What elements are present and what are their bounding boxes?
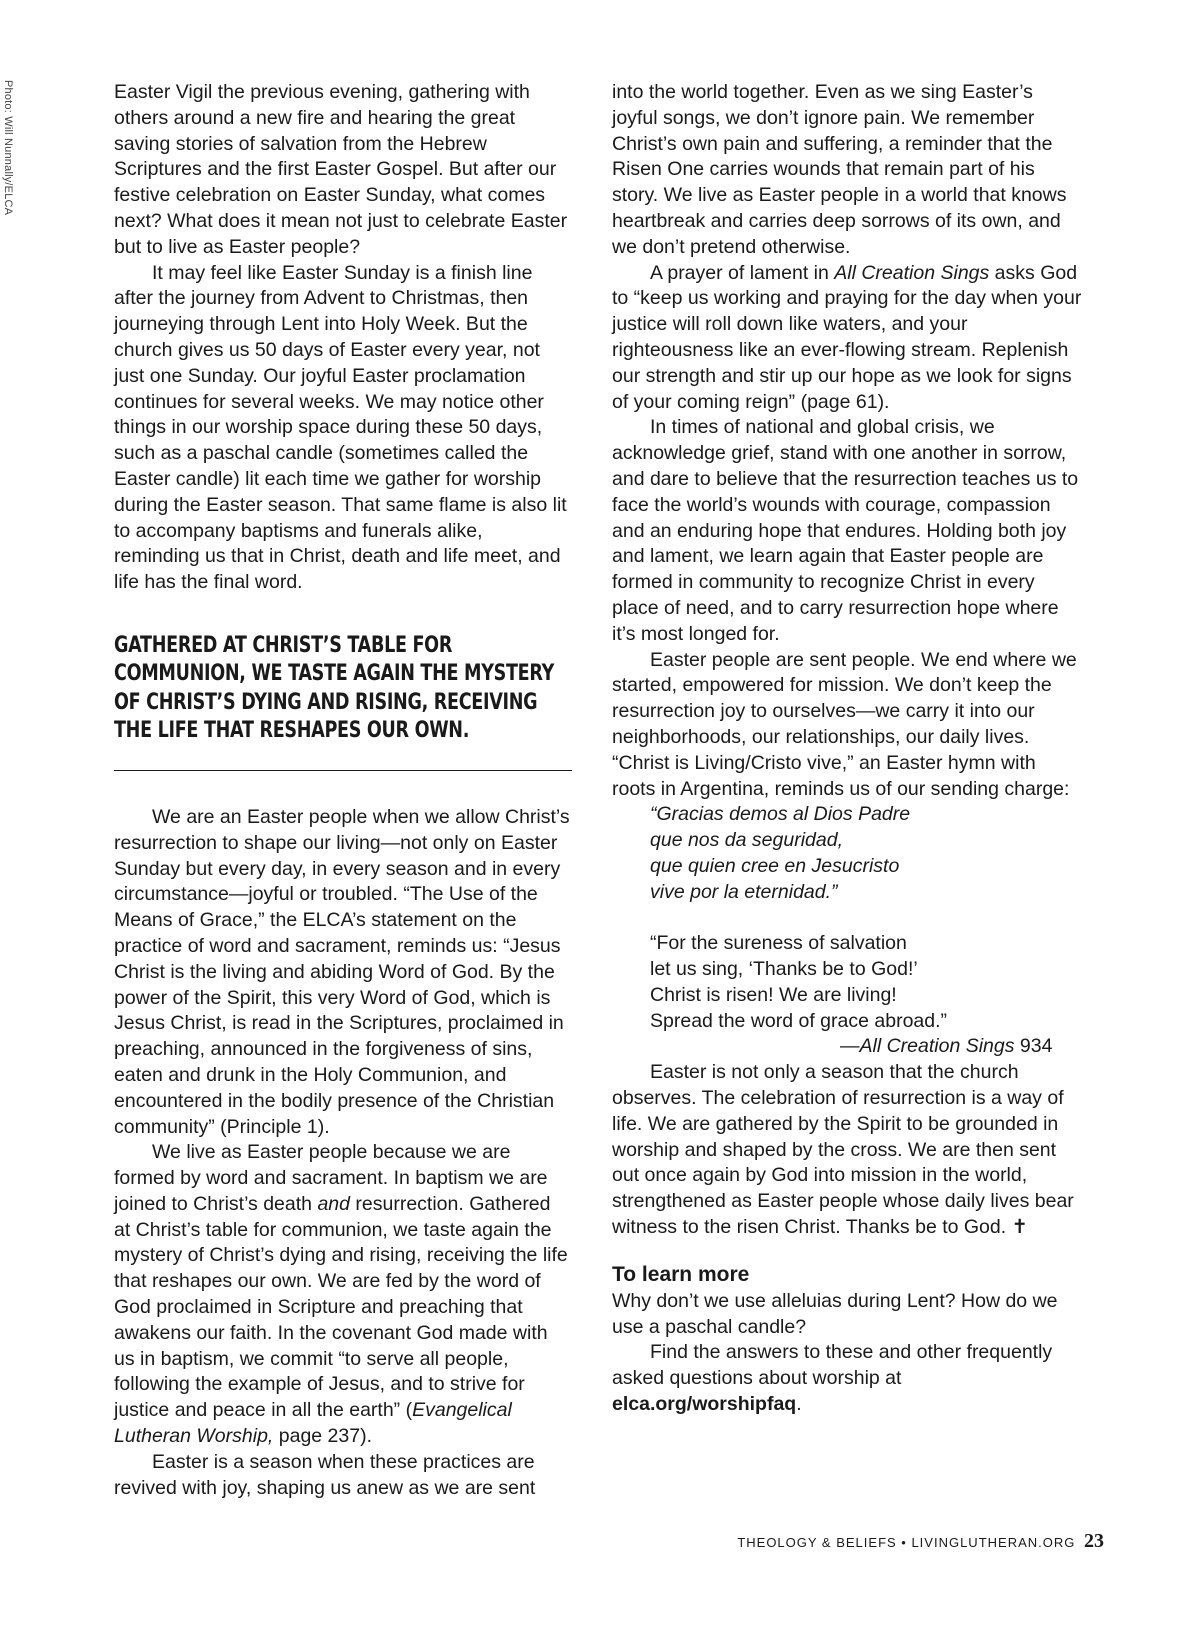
photo-credit: Photo: Will Nunnally/ELCA bbox=[2, 80, 14, 216]
hymn-line: que quien cree en Jesucristo bbox=[650, 854, 900, 877]
worship-faq-link[interactable]: elca.org/worshipfaq bbox=[612, 1393, 797, 1416]
paragraph: into the world together. Even as we sing Easter’s joyful songs, we don’t ignore pain. We remember Christ’s own pain and suffering, a reminder that the Risen One carries wounds that remain part of his story. We live as Easter people in a world that knows heartbreak and carries deep sorrows of its own, and we don’t pretend otherwise. bbox=[612, 81, 1067, 258]
paragraph: It may feel like Easter Sunday is a finish line after the journey from Advent to Christmas, then journeying through Lent into Holy Week. But the church gives us 50 days of Easter every year, not just one Sunday. Our joyful Easter proclamation continues for several weeks. We may notice other things in our worship space during these 50 days, such as a paschal candle (sometimes called the Easter candle) lit each time we gather for worship during the Easter season. That same flame is also lit to accompany baptisms and funerals alike, reminding us that in Christ, death and life meet, and life has the final word. bbox=[114, 261, 567, 594]
hymn-line: Christ is risen! We are living! bbox=[650, 983, 897, 1006]
paragraph: In times of national and global crisis, we acknowledge grief, stand with one another in sorrow, and dare to believe that the resurrection teaches us to face the world’s wounds with courage, compassion and an enduring hope that endures. Holding both joy and lament, we learn again that Easter people are formed in community to recognize Christ in every place of need, and to carry resurrection hope where it’s most longed for. bbox=[612, 416, 1079, 645]
paragraph: Find the answers to these and other frequently asked questions about worship at elca.org/worshipfaq. bbox=[612, 1341, 1053, 1416]
page-footer bbox=[737, 1530, 1104, 1553]
footer-section: THEOLOGY & BELIEFS • LIVINGLUTHERAN.ORG bbox=[737, 1535, 1076, 1550]
paragraph: Easter is a season when these practices are revived with joy, shaping us anew as we are sent bbox=[114, 1450, 536, 1499]
paragraph: Why don’t we use alleluias during Lent? How do we use a paschal candle? bbox=[612, 1289, 1058, 1338]
hymn-line: let us sing, ‘Thanks be to God!’ bbox=[650, 958, 918, 981]
hymn-verse-spanish bbox=[612, 802, 1082, 905]
learn-more-heading: To learn more bbox=[612, 1262, 750, 1286]
hymn-attribution: —All Creation Sings 934 bbox=[840, 1035, 1053, 1058]
hymn-line: Spread the word of grace abroad.” bbox=[650, 1009, 948, 1032]
hymn-verse-english bbox=[612, 931, 1082, 1034]
left-column bbox=[114, 80, 572, 1501]
hymn-line: “Gracias demos al Dios Padre bbox=[650, 803, 911, 826]
hymn-line: “For the sureness of salvation bbox=[650, 932, 907, 955]
right-column bbox=[612, 80, 1082, 1418]
pull-quote bbox=[114, 632, 572, 771]
paragraph: Easter people are sent people. We end where we started, empowered for mission. We don’t keep the resurrection joy to ourselves—we carry it into our neighborhoods, our relationships, our daily lives. “Christ is Living/Cristo vive,” an Easter hymn with roots in Argentina, reminds us of our sending charge: bbox=[612, 648, 1077, 800]
paragraph: Easter is not only a season that the church observes. The celebration of resurrection is a way of life. We are gathered by the Spirit to be grounded in worship and shaped by the cross. We are then sent out once again by God into mission in the world, strengthened as Easter people whose daily lives bear witness to the risen Christ. Thanks be to God. ✝ bbox=[612, 1061, 1074, 1239]
paragraph: A prayer of lament in All Creation Sings asks God to “keep us working and praying for the day when your justice will roll down like waters, and your righteousness like an ever-flowing stream. Replenish our strength and stir up our hope as we look for signs of your coming reign” (page 61). bbox=[612, 261, 1082, 413]
pull-quote-text: GATHERED AT CHRIST’S TABLE FOR COMMUNION, WE TASTE AGAIN THE MYSTERY OF CHRIST’S DYING AND RISING, RECEIVING THE LIFE THAT RESHAPES OUR OWN. bbox=[114, 632, 555, 744]
paragraph: We are an Easter people when we allow Christ’s resurrection to shape our living—not only on Easter Sunday but every day, in every season and in every circumstance—joyful or troubled. “The Use of the Means of Grace,” the ELCA’s statement on the practice of word and sacrament, reminds us: “Jesus Christ is the living and abiding Word of God. By the power of the Spirit, this very Word of God, which is Jesus Christ, is read in the Scriptures, proclaimed in preaching, announced in the forgiveness of sins, eaten and drunk in the Holy Communion, and encountered in the bodily presence of the Christian community” (Principle 1). bbox=[114, 805, 570, 1138]
hymn-line: que nos da seguridad, bbox=[650, 829, 843, 852]
page-number: 23 bbox=[1084, 1530, 1104, 1552]
hymn-line: vive por la eternidad.” bbox=[650, 880, 838, 903]
paragraph: We live as Easter people because we are formed by word and sacrament. In baptism we are joined to Christ’s death and resurrection. Gathered at Christ’s table for communion, we taste again the mystery of Christ’s dying and rising, receiving the life that reshapes our own. We are fed by the word of God proclaimed in Scripture and preaching that awakens our faith. In the covenant God made with us in baptism, we commit “to serve all people, following the example of Jesus, and to strive for justice and peace in all the earth” (Evangelical Lutheran Worship, page 237). bbox=[114, 1141, 568, 1448]
paragraph: Easter Vigil the previous evening, gathering with others around a new fire and hearing the great saving stories of salvation from the Hebrew Scriptures and the first Easter Gospel. But after our festive celebration on Easter Sunday, what comes next? What does it mean not just to celebrate Easter but to live as Easter people? bbox=[114, 81, 568, 258]
